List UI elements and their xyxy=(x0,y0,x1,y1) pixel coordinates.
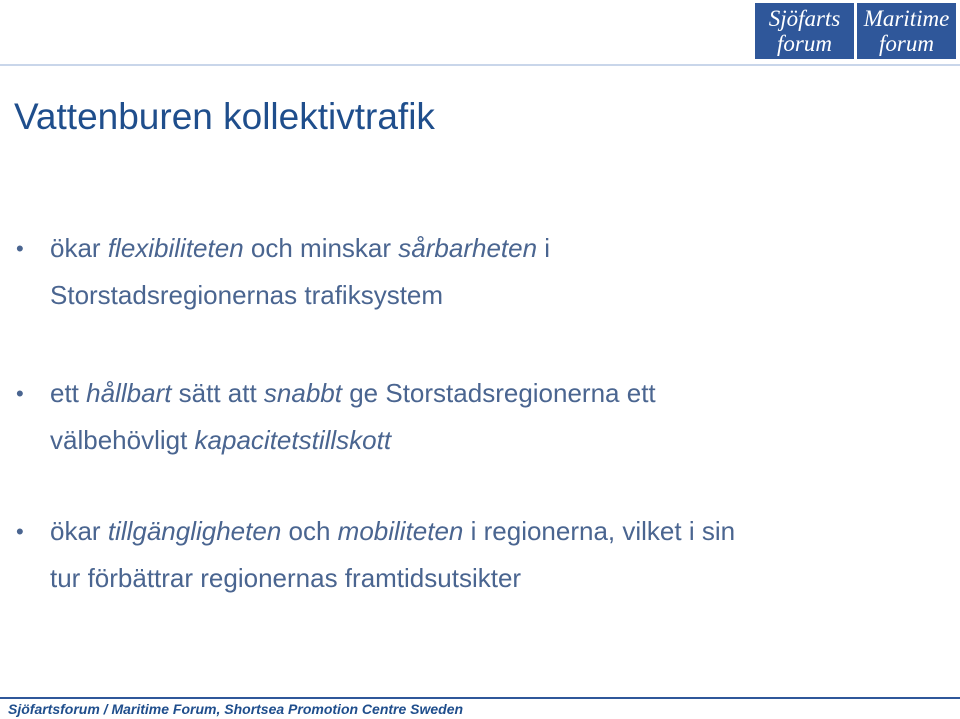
footer-divider xyxy=(0,697,960,699)
logo-line1: Sjöfarts xyxy=(768,6,841,31)
bullet-line: tur förbättrar regionernas framtidsutsikter xyxy=(50,563,522,593)
bullet-line: ökar flexibiliteten och minskar sårbarheten i xyxy=(50,233,551,263)
logo-line2: forum xyxy=(879,31,934,56)
bullet-line: välbehövligt kapacitetstillskott xyxy=(50,425,392,455)
maritime-forum-logo xyxy=(857,3,956,59)
bullet-dot-icon: • xyxy=(16,236,24,261)
sjofartsforum-logo xyxy=(755,3,854,59)
bullet-item xyxy=(16,508,930,602)
bullet-line: ökar tillgängligheten och mobiliteten i regionerna, vilket i sin xyxy=(50,516,736,546)
bullet-dot-icon: • xyxy=(16,381,24,406)
bullet-dot-icon: • xyxy=(16,519,24,544)
footer-text: Sjöfartsforum / Maritime Forum, Shortsea Promotion Centre Sweden xyxy=(8,701,464,717)
logo-line2: forum xyxy=(777,31,832,56)
logo-line1: Maritime xyxy=(863,6,950,31)
slide-title: Vattenburen kollektivtrafik xyxy=(14,96,435,137)
bullet-item xyxy=(16,370,930,464)
bullet-item xyxy=(16,225,930,319)
bullet-line: ett hållbart sätt att snabbt ge Storstadsregionerna ett xyxy=(50,378,656,408)
bullet-line: Storstadsregionernas trafiksystem xyxy=(50,280,444,310)
header-divider xyxy=(0,64,960,66)
